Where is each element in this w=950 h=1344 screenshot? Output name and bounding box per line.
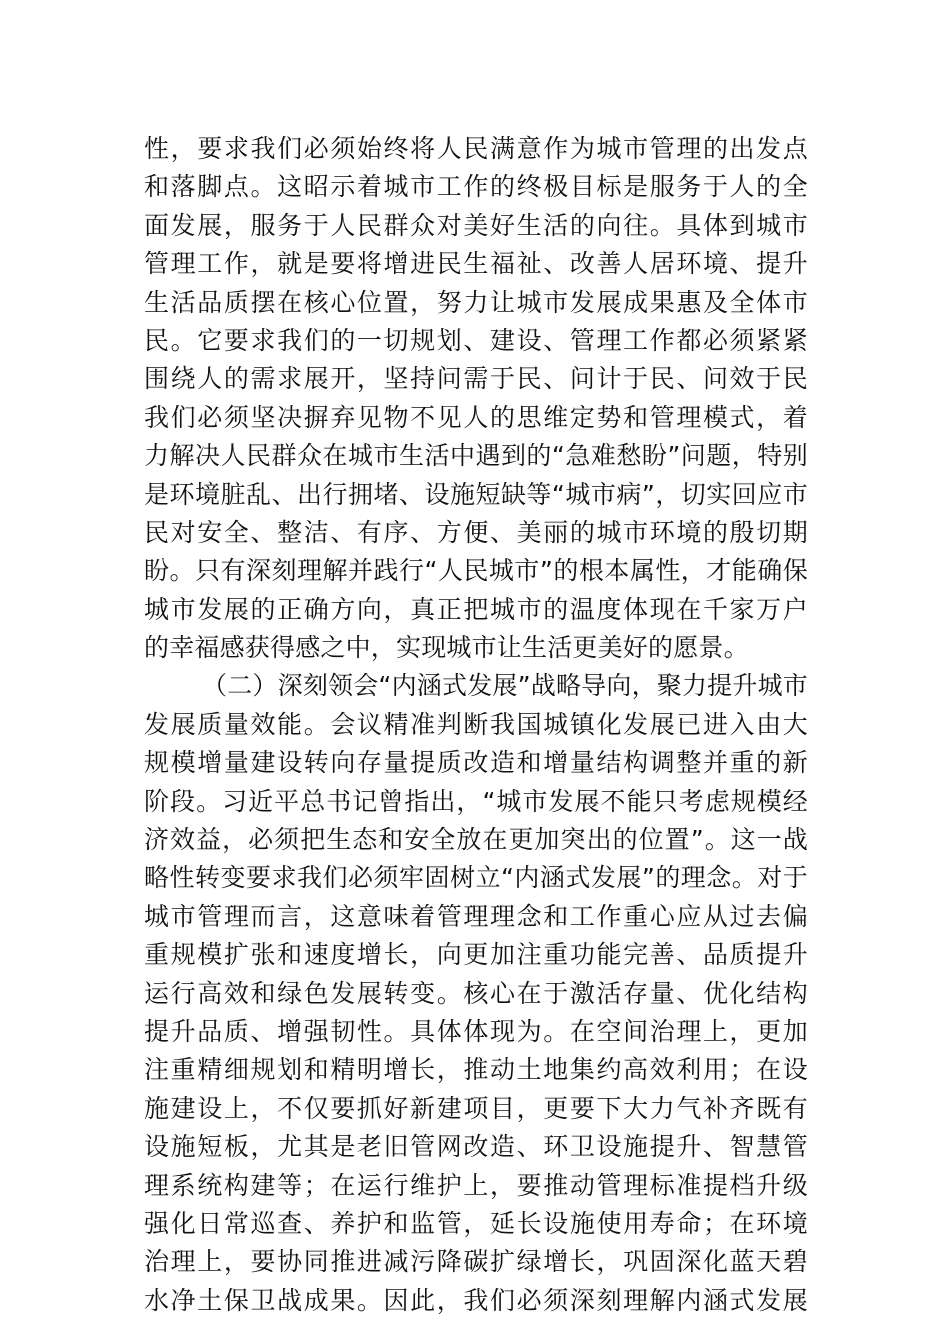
- text-line: 强化日常巡查、养护和监管，延长设施使用寿命；在环境: [144, 1208, 808, 1238]
- text-line: 重规模扩张和速度增长，向更加注重功能完善、品质提升: [144, 940, 808, 970]
- text-line: 的幸福感获得感之中，实现城市让生活更美好的愿景。: [144, 633, 749, 663]
- text-line: 面发展，服务于人民群众对美好生活的向往。具体到城市: [144, 210, 808, 240]
- text-line: 民对安全、整洁、有序、方便、美丽的城市环境的殷切期: [144, 517, 808, 547]
- text-line: 略性转变要求我们必须牢固树立“内涵式发展”的理念。对于: [144, 863, 808, 893]
- text-line: 设施短板，尤其是老旧管网改造、环卫设施提升、智慧管: [144, 1132, 808, 1162]
- text-line: 发展质量效能。会议精准判断我国城镇化发展已进入由大: [144, 709, 808, 739]
- text-line: 运行高效和绿色发展转变。核心在于激活存量、优化结构: [144, 978, 808, 1008]
- text-line: 济效益，必须把生态和安全放在更加突出的位置”。这一战: [144, 825, 808, 855]
- text-line: 民。它要求我们的一切规划、建设、管理工作都必须紧紧: [144, 325, 808, 355]
- text-line: 性，要求我们必须始终将人民满意作为城市管理的出发点: [144, 134, 808, 163]
- text-line: 施建设上，不仅要抓好新建项目，更要下大力气补齐既有: [144, 1093, 808, 1123]
- body-text: [144, 130, 808, 1320]
- text-line: 我们必须坚决摒弃见物不见人的思维定势和管理模式，着: [144, 402, 808, 432]
- text-line: 城市管理而言，这意味着管理理念和工作重心应从过去偏: [144, 901, 808, 931]
- text-line: 力解决人民群众在城市生活中遇到的“急难愁盼”问题，特别: [144, 441, 808, 471]
- text-line: 城市发展的正确方向，真正把城市的温度体现在千家万户: [144, 594, 808, 624]
- text-line: 管理工作，就是要将增进民生福祉、改善人居环境、提升: [144, 249, 808, 279]
- text-line: 治理上，要协同推进减污降碳扩绿增长，巩固深化蓝天碧: [144, 1247, 808, 1277]
- section-heading-line: （二）深刻领会“内涵式发展”战略导向，聚力提升城市: [202, 671, 808, 701]
- text-line: 注重精细规划和精明增长，推动土地集约高效利用；在设: [144, 1055, 808, 1085]
- text-line: 围绕人的需求展开，坚持问需于民、问计于民、问效于民: [144, 364, 808, 394]
- text-line: 提升品质、增强韧性。具体体现为。在空间治理上，更加: [144, 1016, 808, 1046]
- text-line: 生活品质摆在核心位置，努力让城市发展成果惠及全体市: [144, 287, 808, 317]
- text-line: 规模增量建设转向存量提质改造和增量结构调整并重的新: [144, 748, 808, 778]
- text-line: 阶段。习近平总书记曾指出，“城市发展不能只考虑规模经: [144, 786, 808, 816]
- text-line: 和落脚点。这昭示着城市工作的终极目标是服务于人的全: [144, 172, 808, 202]
- text-line: 理系统构建等；在运行维护上，要推动管理标准提档升级: [144, 1170, 808, 1200]
- text-line: 是环境脏乱、出行拥堵、设施短缺等“城市病”，切实回应市: [144, 479, 808, 509]
- text-line: 水净土保卫战成果。因此，我们必须深刻理解内涵式发展: [144, 1285, 808, 1315]
- text-line: 盼。只有深刻理解并践行“人民城市”的根本属性，才能确保: [144, 556, 808, 586]
